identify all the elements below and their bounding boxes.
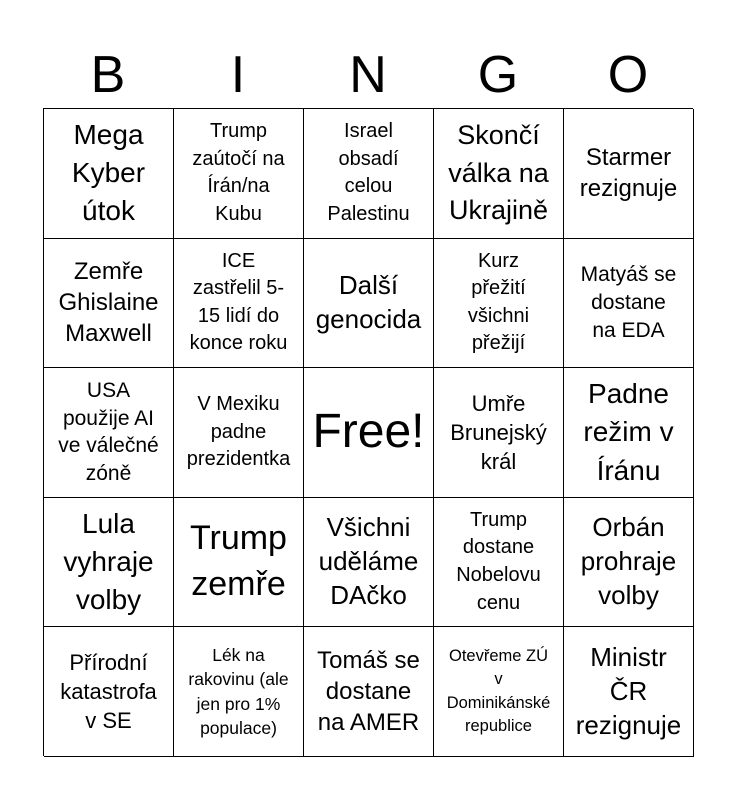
bingo-cell-text: Umře Brunejský král: [450, 390, 547, 474]
bingo-cell[interactable]: [44, 239, 174, 369]
bingo-cell[interactable]: [564, 627, 694, 757]
bingo-cell-text: Ministr ČR rezignuje: [575, 641, 682, 740]
bingo-cell-text: Trump dostane Nobelovu cenu: [456, 508, 541, 614]
bingo-cell-text: USA použije AI ve válečné zóně: [58, 379, 159, 486]
header-letter-g: G: [477, 46, 519, 104]
bingo-cell[interactable]: [44, 368, 174, 498]
bingo-cell-text: Orbán prohraje volby: [580, 512, 677, 610]
bingo-cell-text: Trump zaútočí na Írán/na Kubu: [192, 120, 285, 225]
bingo-cell-text: Další genocida: [315, 270, 422, 334]
bingo-board: [43, 108, 693, 756]
bingo-cell[interactable]: [174, 109, 304, 239]
bingo-cell[interactable]: [174, 627, 304, 757]
bingo-cell-text: Israel obsadí celou Palestinu: [327, 120, 410, 225]
bingo-cell-text: Free!: [312, 405, 425, 459]
bingo-cell-text: Skončí válka na Ukrajině: [448, 120, 549, 225]
bingo-cell[interactable]: [564, 109, 694, 239]
bingo-cell[interactable]: [304, 239, 434, 369]
bingo-cell-text: Matyáš se dostane na EDA: [580, 263, 677, 342]
bingo-cell[interactable]: [304, 627, 434, 757]
bingo-cell[interactable]: [174, 239, 304, 369]
bingo-cell[interactable]: [174, 498, 304, 628]
bingo-cell[interactable]: [304, 498, 434, 628]
bingo-cell[interactable]: [44, 627, 174, 757]
bingo-cell-text: Trump zemře: [190, 519, 287, 604]
bingo-cell-text: Otevřeme ZÚ v Dominikánské republice: [446, 646, 551, 736]
bingo-header: [43, 42, 693, 108]
bingo-cell-text: V Mexiku padne prezidentka: [186, 393, 291, 471]
bingo-cell-text: Lék na rakovinu (ale jen pro 1% populace): [188, 644, 289, 739]
bingo-cell[interactable]: [44, 498, 174, 628]
bingo-cell-text: Lula vyhraje volby: [63, 507, 154, 616]
header-letter-o: O: [607, 46, 649, 104]
bingo-cell[interactable]: [44, 109, 174, 239]
bingo-cell[interactable]: [434, 627, 564, 757]
bingo-cell-text: Mega Kyber útok: [71, 119, 146, 227]
bingo-cell[interactable]: [434, 368, 564, 498]
header-letter-i: I: [230, 46, 246, 104]
bingo-cell-text: Padne režim v Íránu: [583, 378, 674, 486]
bingo-cell[interactable]: [304, 109, 434, 239]
bingo-cell-text: Přírodní katastrofa v SE: [60, 650, 157, 734]
bingo-cell[interactable]: [564, 239, 694, 369]
bingo-cell-text: Tomáš se dostane na AMER: [317, 646, 420, 737]
bingo-cell[interactable]: [434, 498, 564, 628]
bingo-cell-text: Kurz přežití všichni přežijí: [467, 249, 530, 355]
header-letter-b: B: [90, 46, 126, 104]
bingo-cell[interactable]: [434, 239, 564, 369]
bingo-cell-text: ICE zastřelil 5- 15 lidí do konce roku: [189, 249, 288, 355]
bingo-cell[interactable]: [174, 368, 304, 498]
bingo-cell-free[interactable]: [304, 368, 434, 498]
bingo-cell-text: Starmer rezignuje: [579, 144, 678, 203]
bingo-cell[interactable]: [564, 368, 694, 498]
bingo-cell-text: Všichni uděláme DAčko: [318, 512, 419, 610]
bingo-cell-text: Zemře Ghislaine Maxwell: [58, 258, 159, 348]
header-letter-n: N: [349, 46, 387, 104]
bingo-cell[interactable]: [564, 498, 694, 628]
bingo-cell[interactable]: [434, 109, 564, 239]
